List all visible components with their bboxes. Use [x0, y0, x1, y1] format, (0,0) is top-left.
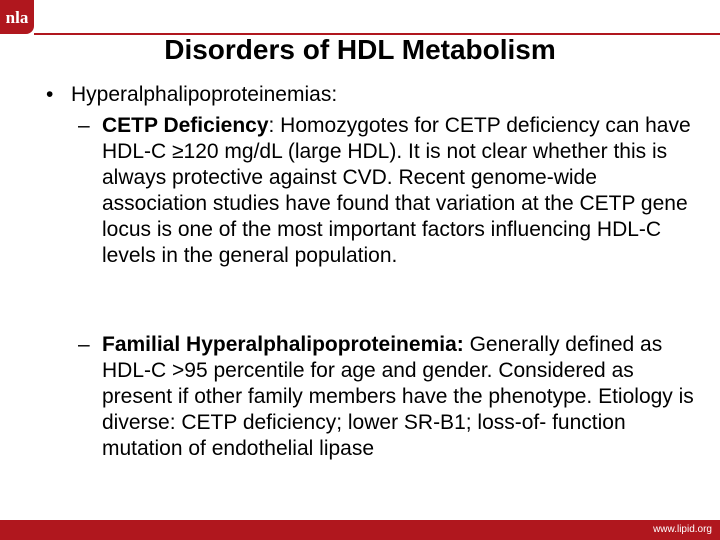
dash-icon: –: [78, 333, 90, 356]
nla-logo: [0, 0, 34, 34]
sub-bullet-body: [102, 332, 698, 462]
description-cetp-deficiency: : Homozygotes for CETP deficiency can have HDL-C ≥120 mg/dL (large HDL). It is not clear whether this is always protective against CVD. Recent genome-wide association studies have found that variation at the CETP gene locus is one of the most important factors influencing HDL-C levels in the general population.: [102, 114, 691, 267]
bullet-hyperalpha: [46, 82, 337, 108]
sub-bullet-cetp-deficiency: [78, 113, 698, 269]
sub-bullet-familial-hyperalpha: [78, 332, 698, 462]
footer-url: www.lipid.org: [653, 524, 712, 535]
svg-text:nla: nla: [5, 8, 29, 27]
footer-bar: [0, 520, 720, 540]
bullet-icon: •: [46, 83, 54, 106]
term-cetp-deficiency: CETP Deficiency: [102, 114, 269, 137]
nla-logo-icon: [2, 6, 32, 28]
term-familial-hyperalpha: Familial Hyperalphalipoproteinemia:: [102, 333, 464, 356]
sub-bullet-body: [102, 113, 698, 269]
bullet-text: Hyperalphalipoproteinemias:: [71, 83, 338, 106]
description-familial-hyperalpha: Generally defined as HDL-C >95 percentile for age and gender. Considered as present if other family members have the phenotype. Etiology is diverse: CETP deficiency; lower SR-B1; loss-of- function mutation of endothelial lipase: [102, 333, 694, 460]
slide-title: Disorders of HDL Metabolism: [164, 34, 556, 65]
dash-icon: –: [78, 114, 90, 137]
